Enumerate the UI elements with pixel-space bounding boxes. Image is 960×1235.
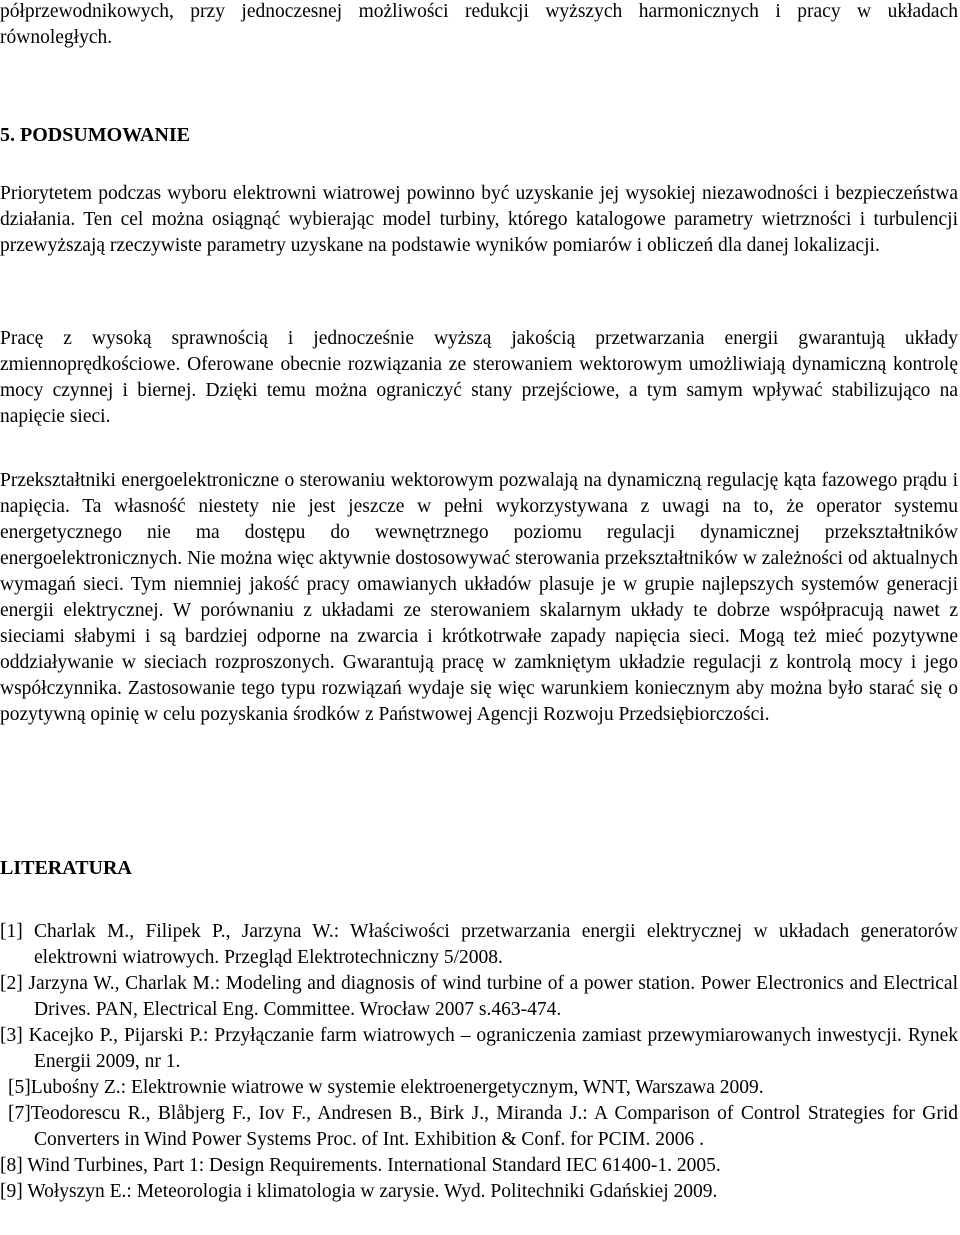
reference-item: [8] Wind Turbines, Part 1: Design Requirements. International Standard IEC 61400-1. 2005. — [0, 1155, 721, 1176]
reference-item: [9] Wołyszyn E.: Meteorologia i klimatologia w zarysie. Wyd. Politechniki Gdańskiej 2009. — [0, 1181, 718, 1202]
section-heading: 5. PODSUMOWANIE — [0, 124, 191, 146]
summary-paragraph-2: Pracę z wysoką sprawnością i jednocześnie wyższą jakością przetwarzania energii gwarantują układy zmiennoprędkościowe. Oferowane obecnie rozwiązania ze sterowaniem wektorowym umożliwiają dynamiczną kontrolę mocy czynnej i biernej. Dzięki temu można ograniczyć stany przejściowe, a tym samym wpływać stabilizująco na napięcie sieci. — [0, 328, 958, 427]
intro-continuation-paragraph: półprzewodnikowych, przy jednoczesnej możliwości redukcji wyższych harmonicznych i pracy w układach równoległych. — [0, 1, 958, 48]
summary-paragraph-1: Priorytetem podczas wyboru elektrowni wiatrowej powinno być uzyskanie jej wysokiej niezawodności i bezpieczeństwa działania. Ten cel można osiągnąć wybierając model turbiny, którego katalogowe parametry wietrzności i turbulencji przewyższają rzeczywiste parametry uzyskane na podstawie wyników pomiarów i obliczeń dla danej lokalizacji. — [0, 183, 958, 256]
summary-paragraph-3: Przekształtniki energoelektroniczne o sterowaniu wektorowym pozwalają na dynamiczną regulację kąta fazowego prądu i napięcia. Ta własność niestety nie jest jeszcze w pełni wykorzystywana z uwagi na to, że operator systemu energetycznego nie ma dostępu do wewnętrznego poziomu regulacji dynamicznej przekształtników energoelektronicznych. Nie można więc aktywnie dostosowywać sterowania przekształtników w zależności od aktualnych wymagań sieci. Tym niemniej jakość pracy omawianych układów plasuje je w grupie najlepszych systemów generacji energii elektrycznej. W porównaniu z układami ze sterowaniem skalarnym układy te dobrze współpracują nawet z sieciami słabymi i są bardziej odporne na zwarcia i krótkotrwałe zapady napięcia sieci. Mogą też mieć pozytywne oddziaływanie w sieciach rozproszonych. Gwarantują pracę w zamkniętym układzie regulacji z kontrolą mocy i jego współczynnika. Zastosowanie tego typu rozwiązań wydaje się więc warunkiem koniecznym aby można było starać się o pozytywną opinię w celu pozyskania środków z Państwowej Agencji Rozwoju Przedsiębiorczości. — [0, 470, 958, 725]
references-heading: LITERATURA — [0, 857, 132, 879]
reference-item: [2] Jarzyna W., Charlak M.: Modeling and diagnosis of wind turbine of a power station. Power Electronics and Electrical Drives. PAN, Electrical Eng. Committee. Wrocław 2007 s.463-474. — [0, 973, 958, 1020]
reference-item: [1] Charlak M., Filipek P., Jarzyna W.: Właściwości przetwarzania energii elektrycznej w układach generatorów elektrowni wiatrowych. Przegląd Elektrotechniczny 5/2008. — [0, 921, 958, 968]
reference-item: [7]Teodorescu R., Blåbjerg F., Iov F., Andresen B., Birk J., Miranda J.: A Comparison of Control Strategies for Grid Converters in Wind Power Systems Proc. of Int. Exhibition & Conf. for PCIM. 2006 . — [8, 1103, 958, 1150]
references-list — [0, 919, 958, 1205]
reference-item: [3] Kacejko P., Pijarski P.: Przyłączanie farm wiatrowych – ograniczenia zamiast przewymiarowanych inwestycji. Rynek Energii 2009, nr 1. — [0, 1025, 958, 1072]
reference-item: [5]Lubośny Z.: Elektrownie wiatrowe w systemie elektroenergetycznym, WNT, Warszawa 2009. — [8, 1077, 764, 1098]
